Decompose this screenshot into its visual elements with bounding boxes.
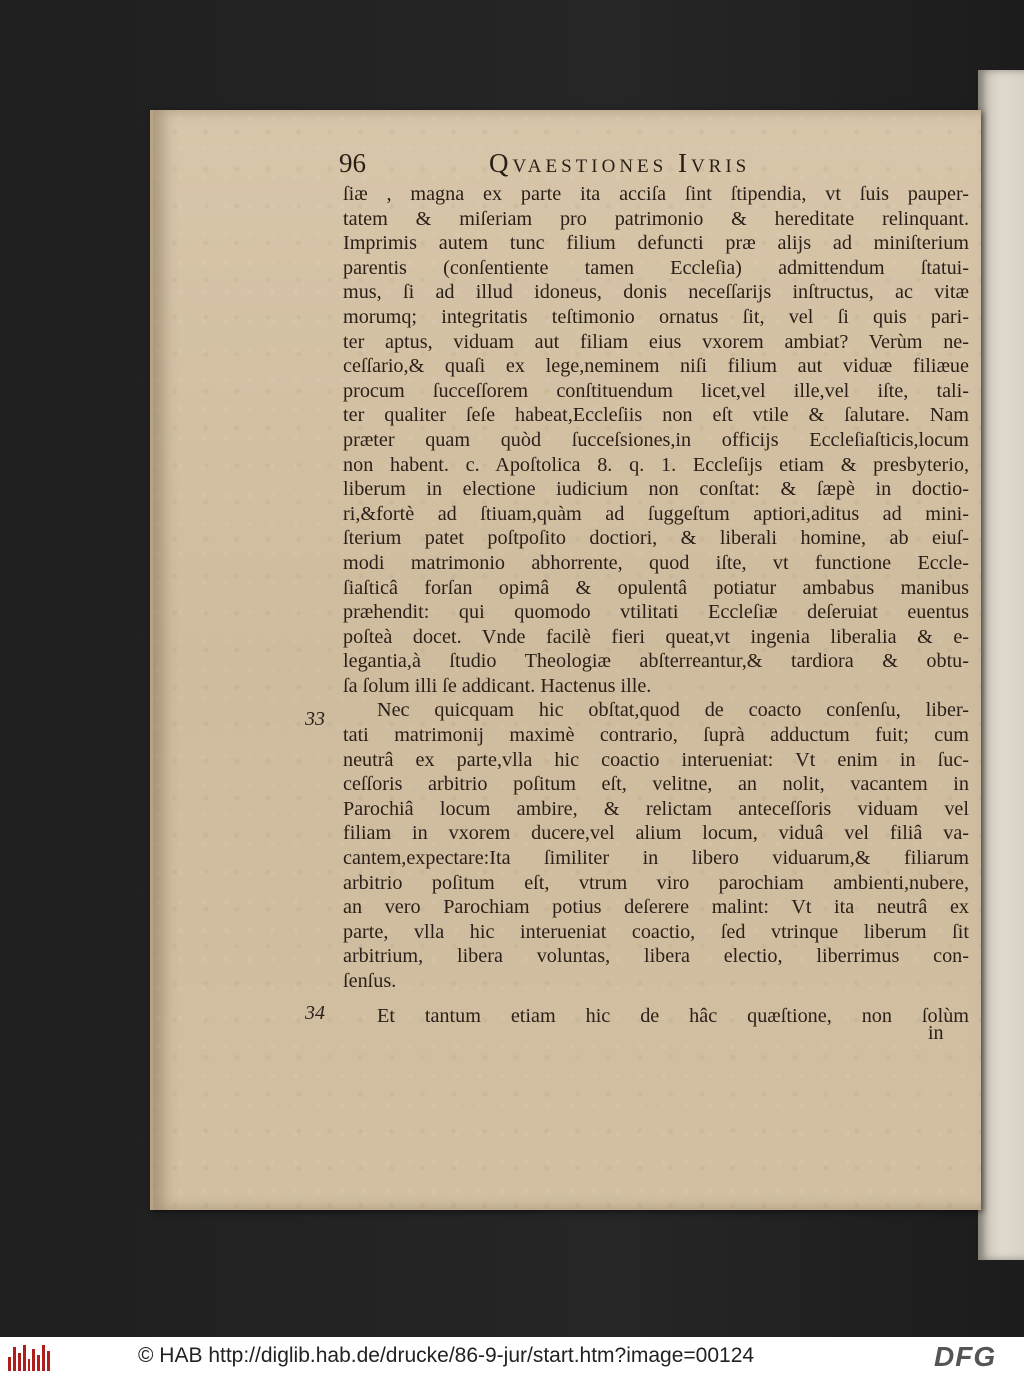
margin-number: 34 — [305, 1002, 325, 1024]
text-line: præter quam quòd ſucceſsiones,in officijs Eccleſiaſticis,locum — [343, 428, 969, 451]
text-line: ceſſario,& quaſi ex lege,neminem niſi filium aut viduæ filiæue — [343, 355, 969, 378]
text-line: parentis (conſentiente tamen Eccleſia) admittendum ſtatui- — [343, 256, 969, 279]
text-line: tati matrimonij maximè contrario, ſuprà adductum fuit; cum — [343, 724, 969, 747]
text-line: ſiæ , magna ex parte ita acciſa ſint ſtipendia, vt ſuis pauper- — [343, 183, 969, 205]
text-line: ſenſus. — [343, 970, 397, 992]
hab-barcode-logo-icon — [8, 1343, 50, 1371]
text-line: poſteà docet. Vnde facilè fieri queat,vt ingenia liberalia & e- — [343, 625, 969, 648]
text-line: morumq; integritatis teſtimonio ornatus ſit, vel ſi quis pari- — [343, 305, 969, 328]
text-line: Et tantum etiam hic de hâc quæſtione, non ſolùm — [377, 1004, 969, 1027]
text-line: ter aptus, viduam aut filiam eius vxorem ambiat? Verùm ne- — [343, 330, 969, 353]
text-line: parte, vlla hic interueniat coactio, ſed vtrinque liberum ſit — [343, 920, 969, 943]
margin-number: 33 — [305, 708, 325, 730]
text-line: ſa ſolum illi ſe addicant. Hactenus ille. — [343, 674, 652, 697]
text-line: an vero Parochiam potius deſerere malint: Vt ita neutrâ ex — [343, 896, 969, 919]
text-line: filiam in vxorem ducere,vel alium locum, viduâ vel filiâ va- — [343, 822, 969, 845]
page-header — [339, 148, 979, 184]
text-line: legantia,à ſtudio Theologiæ abſterreantur,& tardiora & obtu- — [343, 650, 969, 673]
text-line: Parochiâ locum ambire, & relictam anteceſſoris viduam vel — [343, 797, 969, 820]
text-line: Imprimis autem tunc filium defuncti præ alijs ad miniſterium — [343, 232, 969, 255]
adjacent-page-edge — [978, 70, 1024, 1260]
dfg-logo: DFG — [934, 1341, 997, 1372]
footer-link[interactable]: © HAB http://diglib.hab.de/drucke/86-9-jur/start.htm?image=00124 — [138, 1344, 755, 1367]
footer-bar — [0, 1337, 1024, 1377]
text-line: ſiaſticâ forſan opimâ & opulentâ potiatur ambabus manibus — [343, 576, 969, 599]
text-line: ri,&fortè ad ſtiuam,quàm ad ſuggeſtum aptiori,aditus ad mini- — [343, 502, 969, 525]
running-head: Qvaestiones Ivris — [489, 148, 751, 178]
page-number: 96 — [339, 148, 366, 178]
text-line: modi matrimonio abhorrente, quod iſte, vt functione Eccle- — [343, 551, 969, 574]
text-line: cantem,expectare:Ita ſimiliter in libero viduarum,& filiarum — [343, 847, 969, 870]
text-line: non habent. c. Apoſtolica 8. q. 1. Eccleſijs etiam & presbyterio, — [343, 453, 969, 476]
text-line: Nec quicquam hic obſtat,quod de coacto conſenſu, liber- — [377, 699, 969, 722]
text-line: mus, ſi ad illud idoneus, donis neceſſarijs inſtructus, ac vitæ — [343, 281, 969, 304]
text-line: ſterium patet poſtpoſito doctiori, & liberali homine, ab eiuſ- — [343, 527, 969, 550]
text-line: ceſſoris arbitrio poſitum eſt, velitne, an nolit, vacantem in — [343, 773, 969, 796]
text-line: præhendit: qui quomodo vtilitati Eccleſiæ deſeruiat euentus — [343, 601, 969, 624]
text-line: tatem & miſeriam pro patrimonio & hereditate relinquant. — [343, 207, 969, 230]
book-page — [150, 110, 981, 1210]
text-line: ter qualiter ſeſe habeat,Eccleſiis non eſt vtile & ſalutare. Nam — [343, 404, 969, 427]
text-line: neutrâ ex parte,vlla hic coactio interueniat: Vt enim in ſuc- — [343, 748, 969, 771]
text-line: arbitrium, libera voluntas, libera electio, liberrimus con- — [343, 945, 969, 968]
text-line: procum ſucceſſorem conſtituendum licet,vel ille,vel iſte, tali- — [343, 379, 969, 402]
text-body — [343, 182, 969, 1028]
text-line: arbitrio poſitum eſt, vtrum viro parochiam ambienti,nubere, — [343, 871, 969, 894]
catchword: in — [928, 1022, 944, 1044]
text-line: liberum in electione iudicium non conſtat: & ſæpè in doctio- — [343, 478, 969, 501]
